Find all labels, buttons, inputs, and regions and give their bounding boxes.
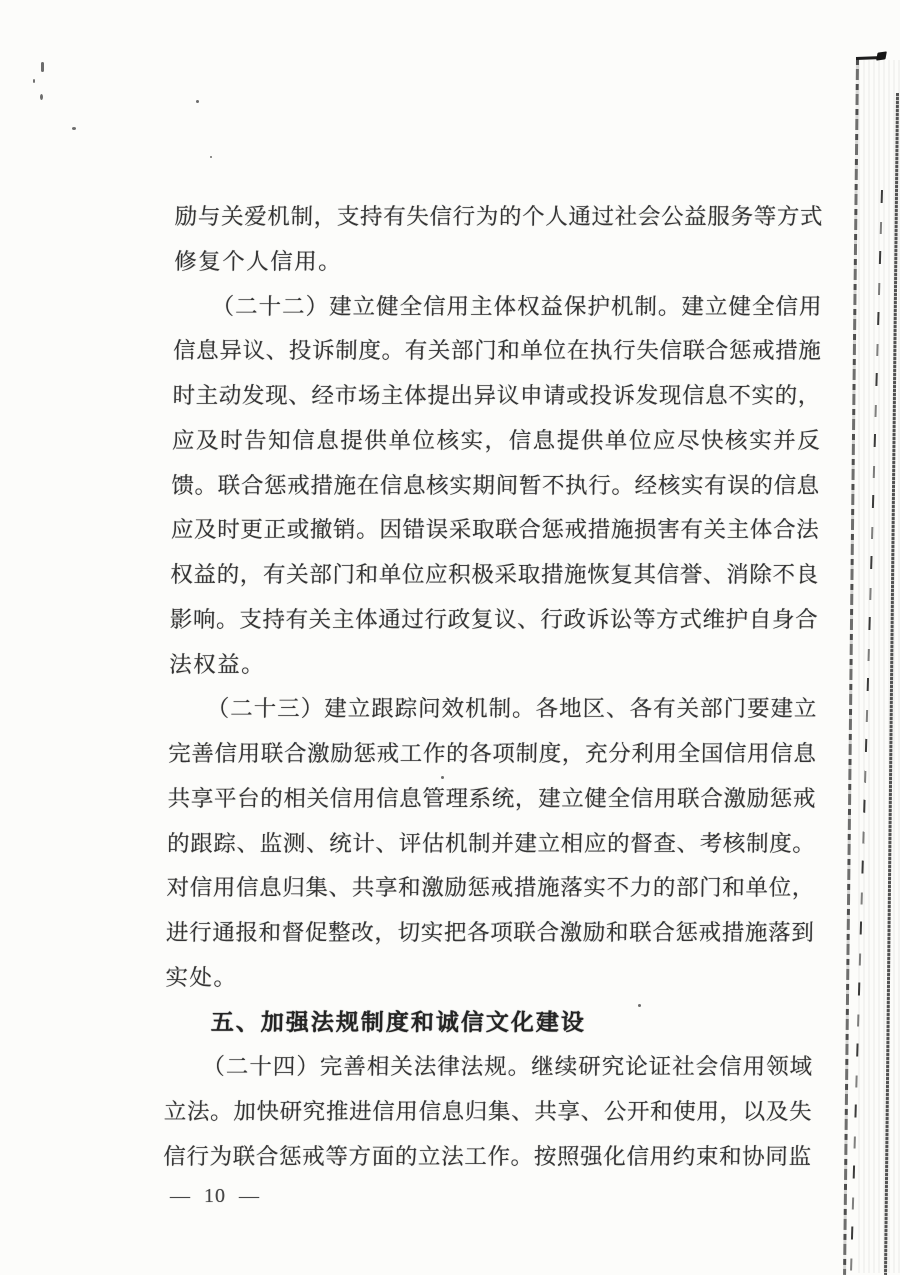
text-line: 修复个人信用。 bbox=[174, 248, 343, 274]
text-line: 对信用信息归集、共享和激励惩戒措施落实不力的部门和单位， bbox=[166, 875, 815, 901]
text-line: 法权益。 bbox=[169, 651, 266, 677]
text-line: 完善信用联合激励惩戒工作的各项制度，充分利用全国信用信息 bbox=[168, 741, 817, 766]
text-line: 时主动发现、经市场主体提出异议申请或投诉发现信息不实的， bbox=[172, 383, 821, 408]
text-line: 信息异议、投诉制度。有关部门和单位在执行失信联合惩戒措施 bbox=[172, 338, 822, 364]
text-line: 进行通报和督促整改，切实把各项联合激励和联合惩戒措施落到 bbox=[165, 920, 815, 945]
text-line: 实处。 bbox=[165, 964, 238, 990]
scan-speck bbox=[41, 62, 44, 72]
text-line: （二十二）建立健全信用主体权益保护机制。建立健全信用 bbox=[211, 293, 822, 319]
section-heading: 五、加强法规制度和诚信文化建设 bbox=[210, 1009, 587, 1035]
text-line: 立法。加快研究推进信用信息归集、共享、公开和使用，以及失 bbox=[163, 1099, 812, 1124]
text-line: 应及时告知信息提供单位核实，信息提供单位应尽快核实并反 bbox=[171, 427, 821, 453]
text-line: 信行为联合惩戒等方面的立法工作。按照强化信用约束和协同监 bbox=[163, 1143, 812, 1169]
scan-speck bbox=[638, 1004, 641, 1007]
text-line: 共享平台的相关信用信息管理系统，建立健全信用联合激励惩戒 bbox=[167, 785, 816, 811]
text-line: 影响。支持有关主体通过行政复议、行政诉讼等方式维护自身合 bbox=[169, 606, 818, 632]
text-line: 馈。联合惩戒措施在信息核实期间暂不执行。经核实有误的信息 bbox=[171, 472, 820, 498]
text-line: 励与关爱机制，支持有失信行为的个人通过社会公益服务等方式 bbox=[174, 204, 823, 229]
scan-speck bbox=[72, 127, 76, 130]
text-line: 应及时更正或撤销。因错误采取联合惩戒措施损害有关主体合法 bbox=[170, 517, 820, 543]
scan-edge-outer-artifact bbox=[884, 93, 898, 1275]
text-line: （二十三）建立跟踪问效机制。各地区、各有关部门要建立 bbox=[206, 696, 817, 722]
page-number: — 10 — bbox=[170, 1185, 260, 1207]
text-line: 的跟踪、监测、统计、评估机制并建立相应的督查、考核制度。 bbox=[166, 830, 816, 856]
document-body bbox=[163, 195, 823, 1180]
scan-speck bbox=[441, 776, 444, 779]
scan-speck bbox=[210, 156, 212, 158]
scan-speck bbox=[196, 100, 199, 103]
text-line: （二十四）完善相关法律法规。继续研究论证社会信用领域 bbox=[202, 1054, 813, 1080]
scan-corner-blob-artifact bbox=[876, 51, 887, 60]
scan-speck bbox=[33, 79, 35, 83]
text-line: 权益的，有关部门和单位应积极采取措施恢复其信誉、消除不良 bbox=[170, 562, 819, 587]
scan-speck bbox=[40, 94, 43, 100]
